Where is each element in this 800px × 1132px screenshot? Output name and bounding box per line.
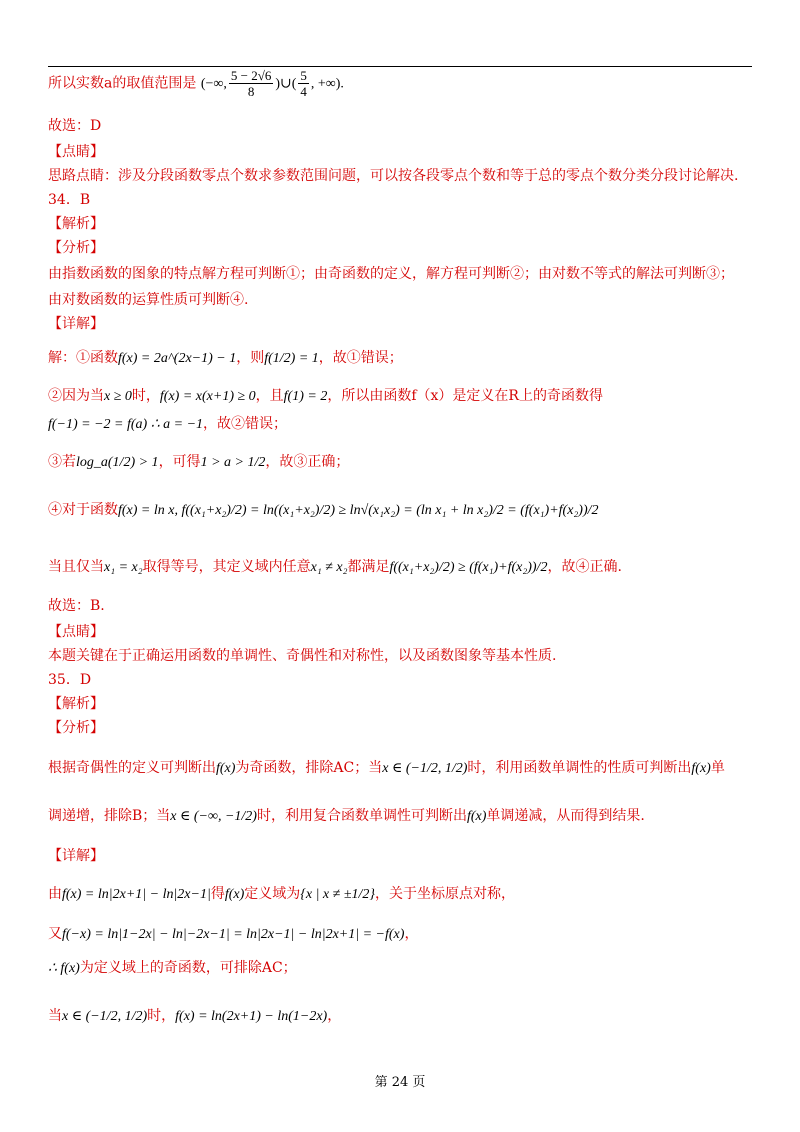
text: 单调递减，从而得到结果. (486, 808, 645, 824)
section-heading: 【详解】 (48, 316, 104, 332)
math: , +∞). (310, 76, 344, 92)
text: ，且 (255, 388, 284, 404)
math: f(x) (224, 887, 245, 902)
text: 所以实数a的取值范围是 (48, 75, 197, 92)
header-rule (48, 66, 752, 67)
paragraph: 由对数函数的运算性质可判断④. (48, 292, 249, 308)
text: 定义域为 (244, 886, 301, 902)
denominator: 4 (300, 84, 307, 99)
section-heading: 【点睛】 (48, 624, 104, 640)
answer-line: 故选：B. (48, 598, 105, 614)
text: 解：①函数 (48, 350, 118, 366)
text: 调递增，排除B；当 (48, 808, 171, 824)
math: x ∈ (−1/2, 1/2) (382, 761, 468, 776)
math: f(1/2) = 1 (264, 351, 319, 366)
section-heading: 【点睛】 (48, 144, 104, 160)
step-2-line (48, 386, 603, 407)
text: 时， (147, 1008, 176, 1024)
text: 得 (210, 886, 225, 902)
section-heading: 【解析】 (48, 696, 104, 712)
text: 时，利用复合函数单调性可判断出 (256, 808, 467, 824)
text: ，关于坐标原点对称， (375, 886, 515, 902)
analysis-line-1 (48, 758, 725, 779)
math: f(x) = x(x+1) ≥ 0 (159, 389, 256, 404)
text: 时，利用函数单调性的性质可判断出 (467, 760, 692, 776)
math: x ≥ 0 (104, 389, 132, 404)
text: 时， (131, 388, 160, 404)
text: 当且仅当 (48, 559, 104, 575)
step-3-line (48, 452, 349, 473)
section-heading: 【详解】 (48, 848, 104, 864)
page-number: 第 24 页 (374, 1075, 426, 1090)
paragraph: 由指数函数的图象的特点解方程可判断①；由奇函数的定义，解方程可判断②；由对数不等式的解法可判断③； (48, 266, 734, 282)
math: 1 > a > 1/2 (200, 455, 266, 470)
math: f(x) (466, 809, 487, 824)
text: 又 (48, 926, 62, 942)
answer-line: 故选：D (48, 118, 102, 134)
math: f(x) = ln(2x+1) − ln(1−2x) (175, 1009, 328, 1024)
text: ②因为当 (48, 388, 104, 404)
paragraph: 本题关键在于正确运用函数的单调性、奇偶性和对称性，以及函数图象等基本性质. (48, 648, 557, 664)
analysis-line-2 (48, 806, 645, 827)
detail-line-2 (48, 924, 418, 945)
math: log_a(1/2) > 1 (76, 455, 159, 470)
step-2-result-line (48, 414, 287, 435)
range-conclusion-line (48, 68, 344, 99)
math: f(x) (691, 761, 711, 776)
text: ③若 (48, 454, 76, 470)
math: f(1) = 2 (283, 389, 328, 404)
section-heading: 【解析】 (48, 216, 104, 232)
math: f(x) = ln|2x+1| − ln|2x−1| (62, 887, 211, 902)
text: ，故④正确. (547, 559, 622, 575)
paragraph: 思路点睛：涉及分段函数零点个数求参数范围问题，可以按各段零点个数和等于总的零点个数分类分段讨论解决. (48, 168, 739, 184)
text: ，可得 (158, 454, 201, 470)
text: ，则 (236, 350, 265, 366)
text: 当 (48, 1008, 62, 1024)
numerator: 5 (300, 68, 307, 83)
denominator: 8 (247, 84, 255, 99)
text: 取得等号，其定义域内任意 (142, 559, 311, 575)
section-heading: 【分析】 (48, 720, 104, 736)
text: ，故③正确； (265, 454, 350, 470)
question-number: 34．B (48, 192, 91, 208)
math: x ∈ (−∞, −1/2) (170, 809, 257, 824)
section-heading: 【分析】 (48, 240, 104, 256)
detail-line-4 (48, 1006, 341, 1027)
math: )∪( (275, 76, 297, 92)
text: 由 (48, 886, 62, 902)
text: ， (404, 926, 419, 942)
fraction (298, 68, 309, 99)
math: x₁ = x₂ (104, 560, 143, 575)
math: ∴ f(x) (48, 961, 80, 976)
detail-line-1 (48, 884, 515, 905)
text: ，故①错误； (318, 350, 403, 366)
step-1-line (48, 348, 403, 369)
math: {x | x ≠ ±1/2} (300, 887, 375, 902)
math: x ∈ (−1/2, 1/2) (62, 1009, 148, 1024)
detail-line-3 (48, 958, 297, 979)
math: (−∞, (200, 76, 227, 92)
math: x₁ ≠ x₂ (310, 560, 348, 575)
text: ， (327, 1008, 342, 1024)
step-4-line (48, 500, 599, 521)
text: 根据奇偶性的定义可判断出 (48, 760, 216, 776)
text: 单 (710, 760, 725, 776)
math: f(x) = 2a^(2x−1) − 1 (118, 351, 237, 366)
math: f(x) = ln x, f((x₁+x₂)/2) = ln((x₁+x₂)/2) ≥ ln√(x₁x₂) = (ln x₁ + ln x₂)/2 = (f(x₁)+f(x₂))/2 (118, 503, 599, 518)
fraction (229, 68, 273, 99)
text: ，所以由函数f（x）是定义在R上的奇函数得 (327, 388, 603, 404)
step-4-equality-line (48, 557, 622, 578)
text: ④对于函数 (48, 502, 118, 518)
math: f(−x) = ln|1−2x| − ln|−2x−1| = ln|2x−1| − ln|2x+1| = −f(x) (62, 927, 405, 942)
math: f(−1) = −2 = f(a) ∴ a = −1 (48, 417, 204, 432)
text: 都满足 (347, 559, 390, 575)
question-number: 35．D (48, 672, 92, 688)
text: ，故②错误； (203, 416, 288, 432)
numerator: 5 − 2√6 (230, 68, 272, 83)
math: f(x) (216, 761, 236, 776)
text: 为定义域上的奇函数，可排除AC； (79, 960, 297, 976)
text: 为奇函数，排除AC；当 (235, 760, 383, 776)
math: f((x₁+x₂)/2) ≥ (f(x₁)+f(x₂))/2 (389, 560, 548, 575)
